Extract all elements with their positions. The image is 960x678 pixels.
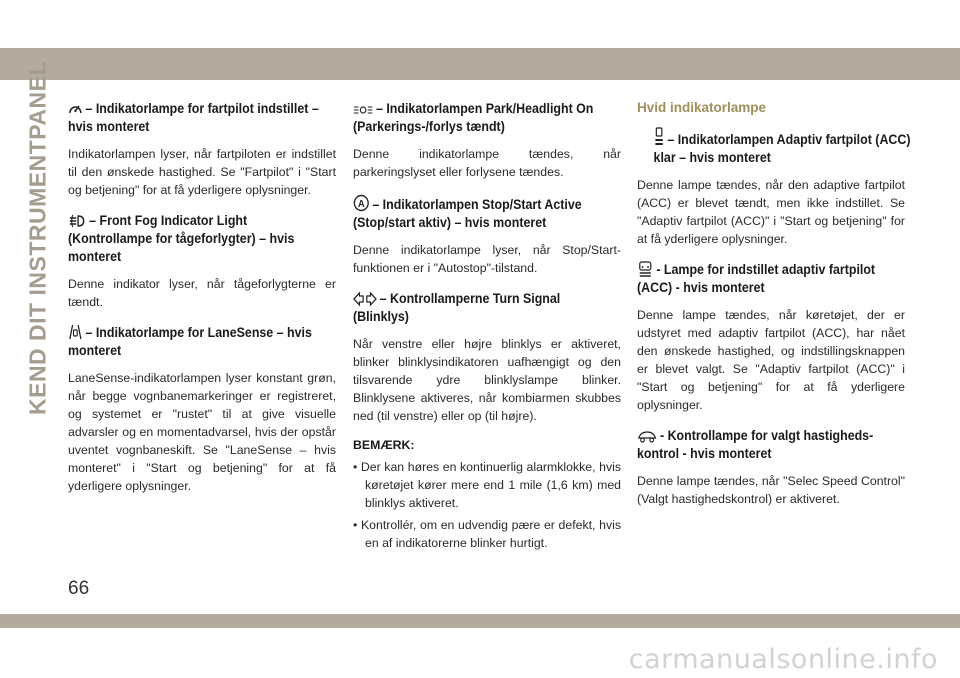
lanesense-icon bbox=[68, 324, 83, 340]
front-fog-icon bbox=[68, 214, 86, 228]
heading-text: - Lampe for indstillet adaptiv fartpilot (ACC) - hvis monteret bbox=[637, 262, 876, 295]
section-title: Hvid indikatorlampe bbox=[637, 100, 767, 115]
column-1 bbox=[68, 100, 336, 508]
heading-text: – Indikatorlampe for LaneSense – hvis monteret bbox=[68, 325, 312, 358]
indicator-heading bbox=[637, 261, 903, 297]
indicator-heading bbox=[68, 212, 334, 266]
indicator-description: Denne indikatorlampe lyser, når Stop/Start-funktionen er i "Autostop"-tilstand. bbox=[353, 243, 621, 275]
stop-start-icon bbox=[353, 194, 370, 212]
heading-text: – Indikatorlampen Adaptiv fartpilot (ACC) klar – hvis monteret bbox=[653, 132, 911, 165]
chapter-side-title bbox=[20, 60, 56, 415]
svg-text:A: A bbox=[357, 198, 365, 211]
heading-text: – Indikatorlampen Stop/Start Active (Stop/start aktiv) – hvis monteret bbox=[353, 197, 582, 230]
indicator-heading bbox=[68, 324, 334, 360]
indicator-description: LaneSense-indikatorlampen lyser konstant grøn, når begge vognbanemarkeringer er registreret, og systemet er "rustet" til at give visuelle advarsler og en momentadvarsel, hvis der opstår uventet vognbaneskift. Se "LaneSense – hvis monteret" i "Start og betjening" for at få yderligere oplysninger. bbox=[68, 371, 336, 493]
indicator-heading bbox=[353, 100, 619, 136]
park-headlight-icon bbox=[353, 104, 373, 116]
column-3 bbox=[637, 100, 911, 521]
selec-speed-icon bbox=[637, 429, 657, 443]
indicator-description: Denne indikator lyser, når tågeforlygterne er tændt. bbox=[68, 277, 336, 309]
heading-text: – Indikatorlampen Park/Headlight On (Parkerings-/forlys tændt) bbox=[353, 101, 594, 134]
acc-ready-icon bbox=[654, 127, 665, 147]
indicator-heading bbox=[353, 194, 619, 232]
indicator-heading bbox=[68, 100, 334, 136]
top-band bbox=[0, 48, 960, 80]
heading-text: – Front Fog Indicator Light (Kontrollampe for tågeforlygter) – hvis monteret bbox=[68, 213, 295, 264]
indicator-description: Indikatorlampen lyser, når fartpiloten er indstillet til den ønskede hastighed. Se "Fartpilot" i "Start og betjening" for at få yderligere oplysninger. bbox=[68, 147, 336, 197]
watermark-text: carmanualsonline.info bbox=[628, 644, 938, 675]
page-number: 66 bbox=[68, 578, 90, 599]
chapter-title-text: KEND DIT INSTRUMENTPANEL bbox=[24, 60, 51, 415]
acc-set-icon bbox=[637, 261, 654, 277]
note-bullet: • Der kan høres en kontinuerlig alarmklokke, hvis køretøjet kører mere end 1 mile (1,6 km) med blinklys aktiveret. bbox=[353, 460, 621, 510]
bottom-band bbox=[0, 614, 960, 628]
indicator-description: Denne lampe tændes, når "Selec Speed Control" (Valgt hastighedskontrol) er aktiveret. bbox=[637, 474, 905, 506]
indicator-heading bbox=[637, 127, 920, 167]
indicator-heading bbox=[353, 290, 619, 326]
indicator-description: Når venstre eller højre blinklys er aktiveret, blinker blinklysindikatoren uafhængigt og den tilsvarende ydre blinklyslampe blinker. Blinklysene aktiveres, når kombiarmen skubbes ned (til venstre) eller op (til højre). bbox=[353, 337, 621, 423]
heading-text: – Kontrollamperne Turn Signal (Blinklys) bbox=[353, 291, 561, 324]
indicator-description: Denne indikatorlampe tændes, når parkeringslyset eller forlysene tændes. bbox=[353, 147, 621, 179]
column-2 bbox=[353, 100, 621, 556]
indicator-heading bbox=[637, 427, 903, 463]
cruise-set-icon bbox=[68, 102, 83, 116]
note-bullet: • Kontrollér, om en udvendig pære er defekt, hvis en af indikatorerne blinker hurtigt. bbox=[353, 518, 621, 550]
heading-text: - Kontrollampe for valgt hastigheds-kontrol - hvis monteret bbox=[637, 428, 874, 461]
turn-signal-icon bbox=[353, 292, 377, 306]
indicator-description: Denne lampe tændes, når den adaptive fartpilot (ACC) er blevet tændt, men ikke indstillet. Se "Adaptiv fartpilot (ACC)" i "Start og betjening" for at få yderligere oplysninger. bbox=[637, 178, 905, 246]
note-label: BEMÆRK: bbox=[353, 438, 415, 452]
indicator-description: Denne lampe tændes, når køretøjet, der er udstyret med adaptiv fartpilot (ACC), har nået den ønskede hastighed, og indstillingsknappen er blevet valgt. Se "Adaptiv fartpilot (ACC)" i "Start og betjening" for at få yderligere oplysninger. bbox=[637, 308, 905, 412]
heading-text: – Indikatorlampe for fartpilot indstillet – hvis monteret bbox=[68, 101, 319, 134]
